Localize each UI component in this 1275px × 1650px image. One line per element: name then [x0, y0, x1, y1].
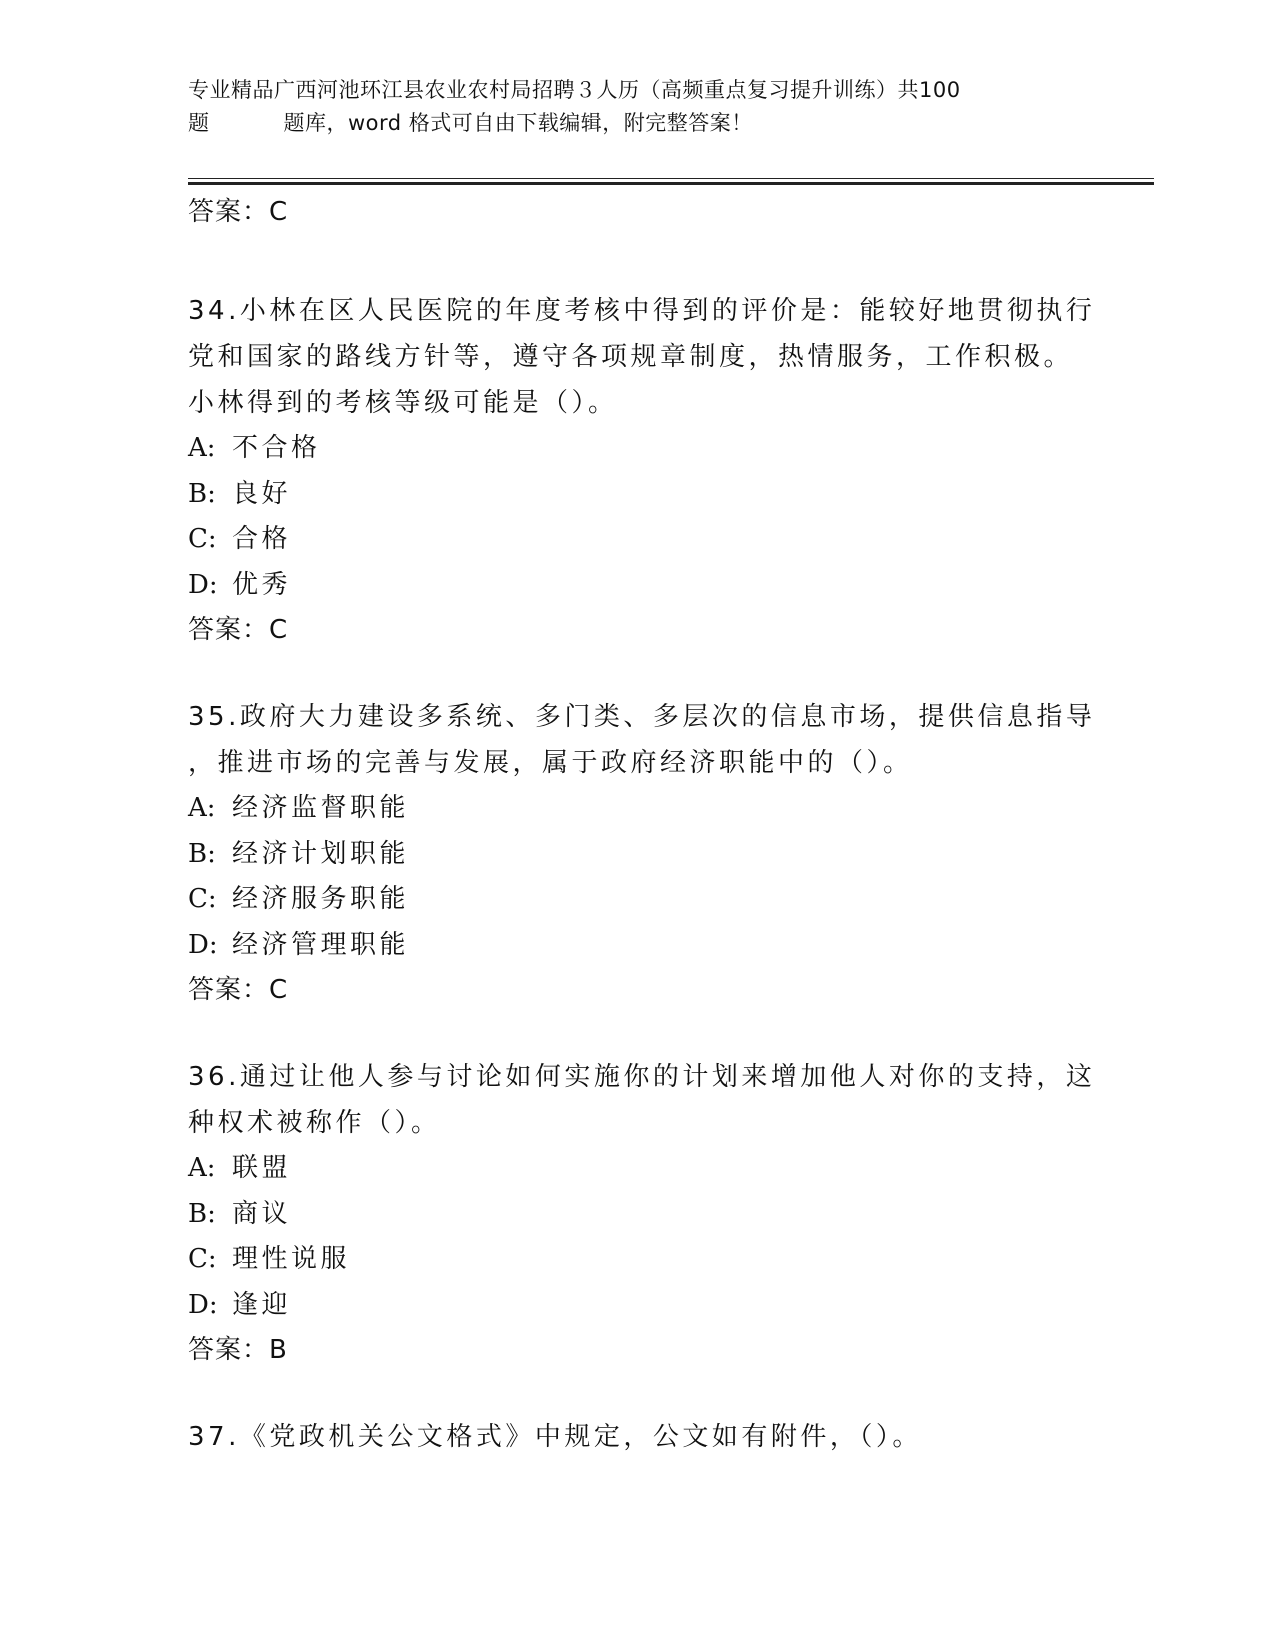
- option-text: 不合格: [232, 433, 321, 463]
- option-a: [188, 786, 1088, 832]
- option-b: [188, 832, 1088, 878]
- option-text: 经济服务职能: [232, 884, 410, 914]
- option-letter: D:: [188, 569, 218, 600]
- question-37: [188, 1414, 1088, 1460]
- option-c: [188, 877, 1088, 923]
- option-c: [188, 517, 1088, 563]
- option-b: [188, 1192, 1088, 1238]
- previous-answer: 答案：C: [188, 197, 289, 227]
- document-body: [188, 190, 1096, 1460]
- page-header: [188, 74, 1088, 140]
- question-text-line: 种权术被称作（）。: [188, 1108, 441, 1138]
- option-letter: B:: [188, 1198, 216, 1229]
- question-text-line: 37.《党政机关公文格式》中规定，公文如有附件，（）。: [188, 1422, 922, 1452]
- option-text: 优秀: [232, 569, 292, 600]
- option-letter: B:: [188, 838, 216, 869]
- option-letter: B:: [188, 478, 216, 509]
- header-line-2: [188, 107, 1088, 140]
- option-text: 理性说服: [232, 1244, 351, 1274]
- option-text: 合格: [232, 524, 292, 554]
- option-letter: D:: [188, 929, 218, 960]
- option-a: [188, 1146, 1088, 1192]
- option-letter: A:: [188, 793, 216, 823]
- option-d: [188, 563, 1088, 609]
- question-text-line: ，推进市场的完善与发展，属于政府经济职能中的（）。: [188, 748, 913, 778]
- option-d: [188, 1283, 1088, 1329]
- option-c: [188, 1237, 1088, 1283]
- question-36: [188, 1054, 1096, 1372]
- option-text: 经济监督职能: [232, 793, 410, 823]
- header-line-2-left: 题: [188, 111, 210, 135]
- option-b: [188, 472, 1088, 518]
- option-letter: A:: [188, 1153, 216, 1183]
- answer-line: 答案：B: [188, 1335, 288, 1365]
- option-letter: C:: [188, 884, 217, 914]
- option-text: 逢迎: [232, 1289, 292, 1320]
- question-text-line: 36.通过让他人参与讨论如何实施你的计划来增加他人对你的支持，这: [188, 1062, 1096, 1092]
- option-d: [188, 923, 1088, 969]
- answer-line: 答案：C: [188, 615, 289, 645]
- question-34: [188, 288, 1096, 652]
- question-35: [188, 694, 1096, 1012]
- header-rule-thick: [188, 182, 1154, 185]
- question-text-line: 34.小林在区人民医院的年度考核中得到的评价是：能较好地贯彻执行: [188, 296, 1096, 326]
- option-letter: C:: [188, 1244, 217, 1274]
- option-a: [188, 426, 1088, 472]
- option-text: 良好: [232, 478, 292, 509]
- option-text: 联盟: [232, 1153, 292, 1183]
- answer-line: 答案：C: [188, 975, 289, 1005]
- question-text-line: 党和国家的路线方针等，遵守各项规章制度，热情服务，工作积极。: [188, 342, 1074, 372]
- option-text: 商议: [232, 1198, 292, 1229]
- option-letter: A:: [188, 433, 216, 463]
- question-text-line: 小林得到的考核等级可能是（）。: [188, 388, 618, 418]
- option-text: 经济计划职能: [232, 838, 410, 869]
- option-letter: D:: [188, 1289, 218, 1320]
- option-letter: C:: [188, 524, 217, 554]
- header-line-1: 专业精品广西河池环江县农业农村局招聘３人历（高频重点复习提升训练）共100: [188, 78, 961, 102]
- option-text: 经济管理职能: [232, 929, 410, 960]
- question-text-line: 35.政府大力建设多系统、多门类、多层次的信息市场，提供信息指导: [188, 702, 1096, 732]
- header-rule-thin: [188, 178, 1154, 179]
- header-line-2-right: 题库，word 格式可自由下载编辑，附完整答案！: [283, 111, 753, 135]
